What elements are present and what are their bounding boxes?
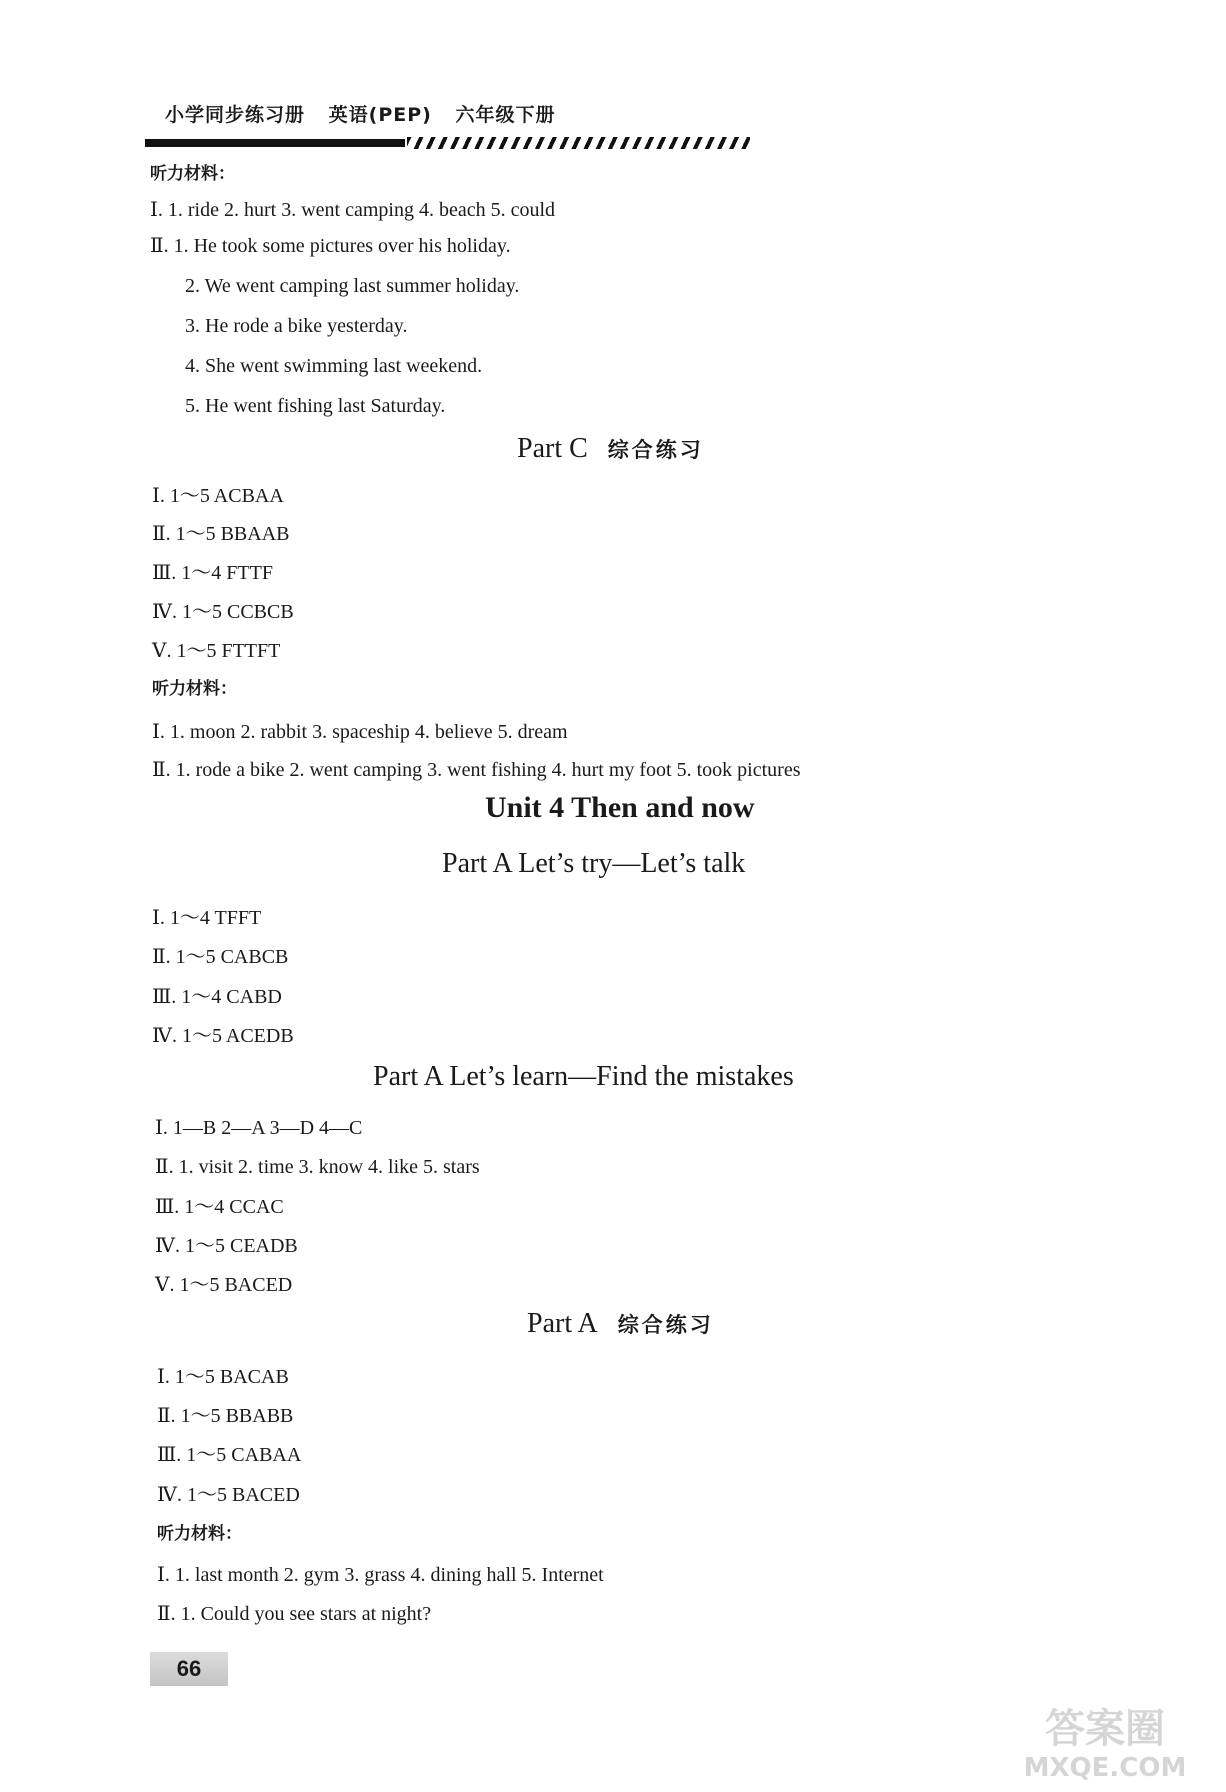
page-number: 66	[150, 1652, 228, 1686]
header-divider	[145, 136, 750, 150]
unit-heading: Unit 4 Then and now	[485, 791, 755, 824]
section-title: Part A	[527, 1308, 598, 1339]
answer-line: Ⅱ. 1. visit 2. time 3. know 4. like 5. stars	[155, 1156, 480, 1178]
answer-line: 5. He went fishing last Saturday.	[185, 395, 446, 417]
book-title: 小学同步练习册	[165, 104, 306, 126]
answer-line: Ⅰ. 1—B 2—A 3—D 4—C	[155, 1117, 363, 1139]
svg-text:答案圈: 答案圈	[1045, 1706, 1165, 1752]
listening-label: 听力材料：	[152, 679, 237, 699]
answer-line: Ⅰ. 1. moon 2. rabbit 3. spaceship 4. believe 5. dream	[152, 721, 568, 743]
section-subtitle: 综合练习	[617, 1313, 714, 1337]
answer-line: Ⅲ. 1～4 CCAC	[155, 1196, 284, 1218]
header-divider-solid	[145, 139, 405, 147]
book-header	[165, 100, 571, 127]
section-subtitle: 综合练习	[607, 438, 704, 462]
answer-line: Ⅳ. 1～5 BACED	[157, 1484, 300, 1506]
book-grade: 六年级下册	[455, 104, 556, 126]
section-heading	[527, 1310, 714, 1338]
listening-label: 听力材料：	[150, 164, 235, 184]
answer-line: Ⅲ. 1～4 FTTF	[152, 562, 273, 584]
answer-line: Ⅳ. 1～5 ACEDB	[152, 1025, 294, 1047]
book-subject: 英语(PEP)	[328, 104, 432, 126]
answer-line: Ⅰ. 1～5 BACAB	[157, 1366, 289, 1388]
answer-line: Ⅴ. 1～5 BACED	[155, 1274, 293, 1296]
answer-line: Ⅰ. 1. last month 2. gym 3. grass 4. dining hall 5. Internet	[157, 1564, 604, 1586]
answer-line: Ⅰ. 1～5 ACBAA	[152, 485, 284, 507]
answer-line: Ⅱ. 1～5 BBAAB	[152, 523, 290, 545]
answer-line: 2. We went camping last summer holiday.	[185, 275, 520, 297]
answer-line: Ⅱ. 1～5 CABCB	[152, 946, 289, 968]
answer-line: Ⅱ. 1. He took some pictures over his holiday.	[150, 235, 511, 257]
answer-line: Ⅱ. 1～5 BBABB	[157, 1405, 294, 1427]
section-title: Part C	[517, 433, 588, 464]
section-heading	[517, 435, 704, 463]
listening-label: 听力材料：	[157, 1524, 242, 1544]
answer-line: Ⅱ. 1. Could you see stars at night?	[157, 1603, 432, 1625]
answer-line: Ⅳ. 1～5 CCBCB	[152, 601, 294, 623]
answer-line: 3. He rode a bike yesterday.	[185, 315, 408, 337]
section-heading: Part A Let’s learn—Find the mistakes	[373, 1061, 794, 1092]
header-divider-hatch	[407, 137, 750, 149]
answer-line: Ⅰ. 1. ride 2. hurt 3. went camping 4. beach 5. could	[150, 199, 556, 221]
answer-line: Ⅲ. 1～4 CABD	[152, 986, 282, 1008]
svg-text:MXQE.COM: MXQE.COM	[1023, 1753, 1187, 1783]
answer-line: Ⅲ. 1～5 CABAA	[157, 1444, 302, 1466]
answer-line: Ⅰ. 1～4 TFFT	[152, 907, 262, 929]
section-heading: Part A Let’s try—Let’s talk	[442, 848, 746, 879]
answer-line: Ⅴ. 1～5 FTTFT	[152, 640, 281, 662]
watermark-logo	[993, 1694, 1218, 1784]
answer-line: 4. She went swimming last weekend.	[185, 355, 483, 377]
answer-line: Ⅱ. 1. rode a bike 2. went camping 3. went fishing 4. hurt my foot 5. took pictures	[152, 759, 801, 781]
answer-line: Ⅳ. 1～5 CEADB	[155, 1235, 298, 1257]
